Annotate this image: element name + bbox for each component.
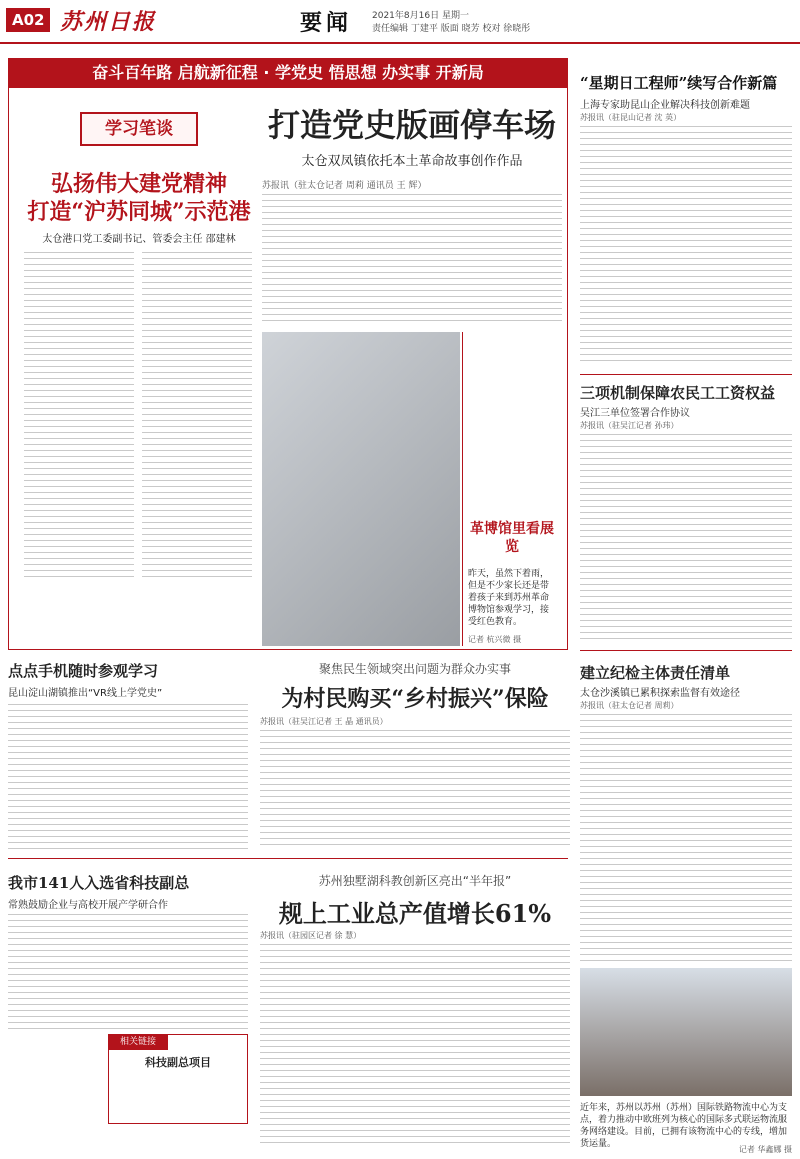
- masthead: 苏州日报: [60, 9, 157, 35]
- vr-title: 点点手机随时参观学习: [8, 662, 159, 680]
- mid-divider: [8, 858, 568, 859]
- sci-subtitle: 常熟鼓励企业与高校开展产学研合作: [8, 900, 168, 911]
- study-title-line-2: 打造“沪苏同城”示范港: [27, 199, 251, 225]
- train-caption: 近年来，苏州以苏州（苏州）国际铁路物流中心为支点，着力推动中欧班列为核心的国际多式联运物流服务网络建设。目前，已拥有该物流中心的专线，增加货运量。: [580, 1103, 788, 1149]
- study-body-col-2: [142, 252, 252, 582]
- carpark-byline: 苏报讯（驻太仓记者 周莉 通讯员 王 辉）: [262, 181, 427, 191]
- photo-title: 革博馆里看展览: [470, 521, 554, 555]
- study-title: [24, 170, 254, 226]
- related-links-label: 相关链接: [108, 1034, 168, 1050]
- vr-subtitle: 昆山淀山湖镇推出“VR线上学党史”: [8, 688, 163, 699]
- rural-title: 为村民购买“乡村振兴”保险: [281, 686, 549, 712]
- exhibit-photo: [262, 332, 460, 646]
- study-badge: 学习笔谈: [80, 112, 198, 146]
- carpark-title: 打造党史版画停车场: [267, 106, 556, 144]
- date-line: 2021年8月16日 星期一: [372, 11, 469, 21]
- memorial-subtitle: 太仓沙溪镇已累积探索监督有效途径: [580, 688, 740, 699]
- memorial-title: 建立纪检主体责任清单: [580, 664, 731, 682]
- star-byline: 苏报讯（驻昆山记者 沈 英）: [580, 113, 682, 122]
- carpark-subtitle: 太仓双凤镇依托本土革命故事创作作品: [301, 154, 523, 169]
- photo-caption: 昨天，虽然下着雨，但是不少家长还是带着孩子来到苏州革命博物馆参观学习，接受红色教育。: [468, 569, 550, 627]
- industry-title: 规上工业总产值增长61%: [278, 899, 552, 928]
- sci-title: 我市141人入选省科技副总: [8, 874, 190, 892]
- industry-kicker: 苏州独墅湖科教创新区亮出“半年报”: [318, 874, 512, 888]
- rural-body: [260, 730, 570, 850]
- photo-credit: 记者 杭兴微 摄: [468, 635, 522, 644]
- study-title-line-1: 弘扬伟大建党精神: [50, 171, 227, 197]
- train-credit: 记者 华鑫娜 摄: [738, 1145, 792, 1154]
- wage-byline: 苏报讯（驻吴江记者 孙玮）: [580, 421, 679, 430]
- section-title: 要闻: [300, 10, 353, 36]
- study-body-col-1: [24, 252, 134, 582]
- train-photo: [580, 968, 792, 1096]
- memorial-body: [580, 714, 792, 964]
- wage-subtitle: 吴江三单位签署合作协议: [580, 408, 690, 419]
- industry-body: [260, 944, 570, 1144]
- wage-title: 三项机制保障农民工工资权益: [580, 384, 776, 402]
- rural-byline: 苏报讯（驻吴江记者 王 晶 通讯员）: [260, 717, 388, 726]
- page-number: A02: [6, 8, 50, 32]
- carpark-body: [262, 194, 562, 324]
- right-divider-2: [580, 650, 792, 651]
- industry-byline: 苏报讯（驻园区记者 徐 慧）: [260, 931, 362, 940]
- rural-kicker: 聚焦民生领域突出问题为群众办实事: [318, 662, 511, 676]
- star-body: [580, 126, 792, 366]
- related-links-title: 科技副总项目: [145, 1056, 211, 1069]
- star-subtitle: 上海专家助昆山企业解决科技创新难题: [580, 100, 750, 111]
- sci-body: [8, 914, 248, 1034]
- study-byline: 太仓港口党工委副书记、管委会主任 邵建林: [42, 234, 236, 245]
- editors-line: 责任编辑 丁建平 版面 晓芳 校对 徐晓彤: [372, 24, 531, 34]
- feature-banner: 奋斗百年路 启航新征程 · 学党史 悟思想 办实事 开新局: [8, 58, 568, 88]
- wage-body: [580, 434, 792, 644]
- star-title: “星期日工程师”续写合作新篇: [580, 74, 778, 92]
- header-meta: [372, 10, 530, 36]
- right-divider-1: [580, 374, 792, 375]
- vr-body: [8, 704, 248, 854]
- memorial-byline: 苏报讯（驻太仓记者 周莉）: [580, 701, 679, 710]
